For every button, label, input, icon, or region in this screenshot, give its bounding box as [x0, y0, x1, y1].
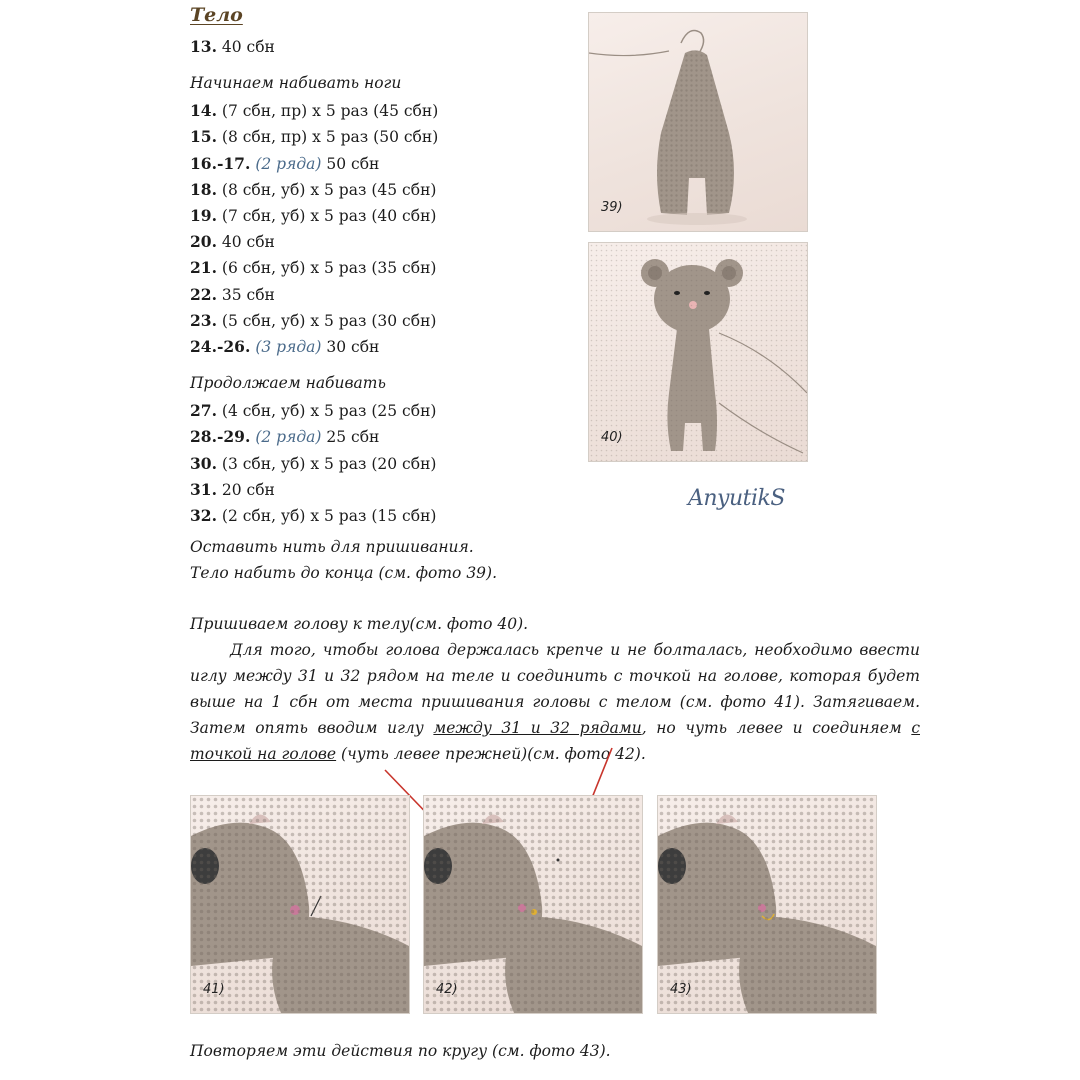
photo-39-label: 39): [601, 200, 623, 215]
row-number: 31.: [190, 479, 217, 499]
row-text: (7 сбн, пр) х 5 раз (45 сбн): [216, 102, 439, 121]
row-number: 18.: [190, 179, 217, 199]
sewing-intro: Пришиваем голову к телу(см. фото 40).: [190, 615, 529, 633]
row-number: 28.-29.: [190, 427, 251, 447]
sewing-underline-point: с точкой на голове: [190, 719, 920, 763]
row-text: 25 сбн: [321, 428, 380, 447]
instruction-stuff-body: Тело набить до конца (см. фото 39).: [190, 564, 498, 582]
photo-43-illustration: [658, 796, 876, 1013]
photo-43-label: 43): [670, 982, 692, 997]
row-number: 15.: [190, 127, 217, 147]
row-number: 27.: [190, 401, 217, 421]
photo-41-illustration: [191, 796, 409, 1013]
sewing-body-c: (чуть левее прежней)(см. фото 42).: [336, 745, 646, 763]
row-text: 40 сбн: [216, 233, 275, 252]
instruction-leave-thread: Оставить нить для пришивания.: [190, 538, 474, 556]
photo-41: [190, 795, 410, 1014]
row-number: 32.: [190, 506, 217, 525]
photo-40-label: 40): [601, 430, 623, 445]
row-number: 22.: [190, 284, 217, 304]
row-text: 20 сбн: [216, 480, 275, 499]
row-repeat-note: (2 ряда): [255, 428, 322, 447]
sewing-body-a: Для того, чтобы голова держалась крепче и не болталась, необходимо ввести иглу между 31 и 32 рядом на теле и соединить с точкой на голове, которая будет выше на 1 сбн от места пришивания головы с телом (см. фото 41). Затягиваем. Затем опять вводим иглу: [190, 641, 920, 737]
photo-42-label: 42): [436, 982, 458, 997]
row-text: (2 сбн, уб) х 5 раз (15 сбн): [216, 507, 437, 525]
photo-42-illustration: [424, 796, 642, 1013]
row-text: (6 сбн, уб) х 5 раз (35 сбн): [216, 259, 437, 278]
row-repeat-note: (2 ряда): [255, 154, 322, 173]
row-number: 30.: [190, 453, 217, 473]
section-title: Тело: [190, 4, 243, 26]
row-text: (5 сбн, уб) х 5 раз (30 сбн): [216, 311, 437, 330]
row-number: 23.: [190, 310, 217, 330]
photo-42: [423, 795, 643, 1014]
row-number: 16.-17.: [190, 153, 251, 173]
row-number: 24.-26.: [190, 337, 251, 356]
row-number: 20.: [190, 232, 217, 252]
row-number: 14.: [190, 101, 217, 121]
section-heading: Начинаем набивать ноги: [190, 74, 402, 93]
row-repeat-note: (3 ряда): [255, 338, 322, 356]
row-text: 50 сбн: [321, 154, 380, 173]
photo-43: [657, 795, 877, 1014]
row-text: (3 сбн, уб) х 5 раз (20 сбн): [216, 454, 437, 473]
row-text: (4 сбн, уб) х 5 раз (25 сбн): [216, 402, 437, 421]
row-number: 21.: [190, 258, 217, 278]
row-text: 30 сбн: [321, 338, 380, 356]
sewing-body-b: , но чуть левее и соединяем: [641, 719, 912, 737]
row-text: 40 сбн: [216, 38, 275, 56]
row-number: 13.: [190, 37, 217, 56]
row-text: (8 сбн, уб) х 5 раз (45 сбн): [216, 180, 437, 199]
author-signature: AnyutikS: [688, 486, 785, 511]
section-heading: Продолжаем набивать: [190, 374, 386, 393]
row-text: (8 сбн, пр) х 5 раз (50 сбн): [216, 128, 439, 147]
footer-instruction: Повторяем эти действия по кругу (см. фото 43).: [190, 1042, 611, 1060]
row-number: 19.: [190, 206, 217, 225]
sewing-underline-rows: между 31 и 32 рядами: [433, 719, 642, 737]
photo-41-label: 41): [203, 982, 225, 997]
row-text: 35 сбн: [216, 285, 275, 304]
row-text: (7 сбн, уб) х 5 раз (40 сбн): [216, 207, 437, 225]
